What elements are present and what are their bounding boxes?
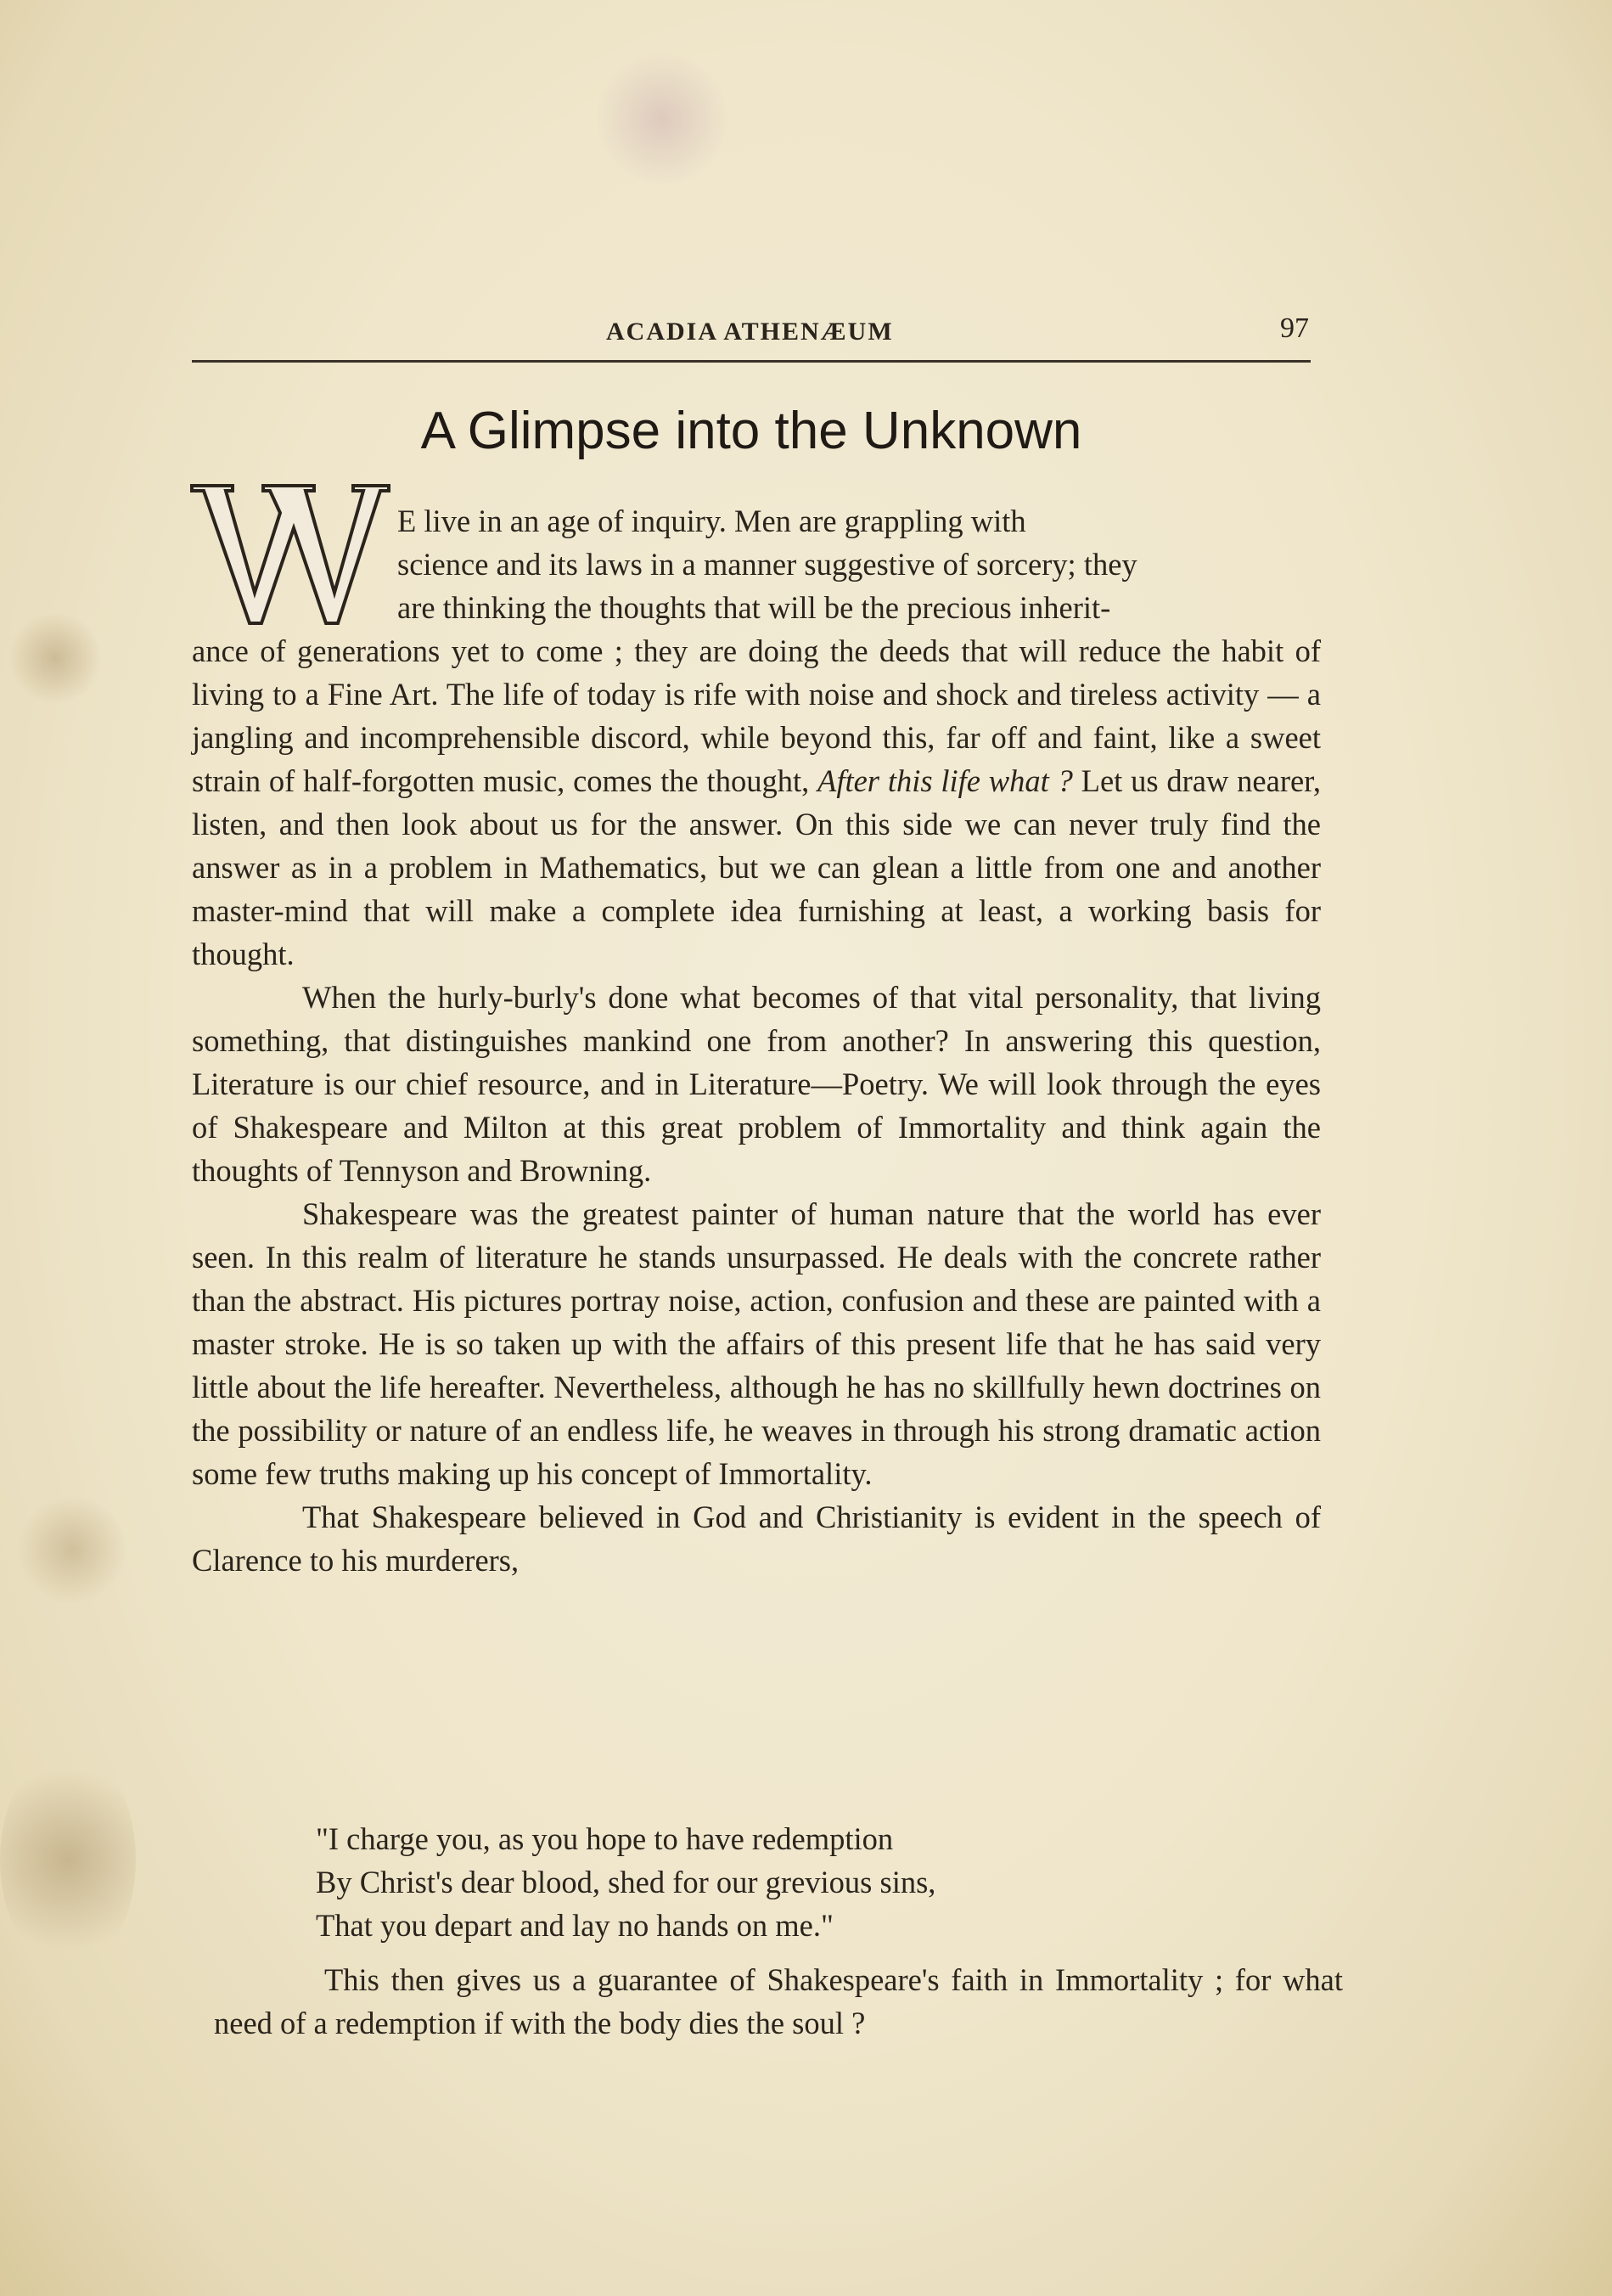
foxing-stain-left-3 (0, 1749, 136, 1970)
quote-line: That you depart and lay no hands on me." (316, 1908, 834, 1943)
text-line: science and its laws in a manner suggestive of sorcery; they (397, 547, 1137, 582)
article-title: A Glimpse into the Unknown (420, 402, 1082, 460)
quote-line: By Christ's dear blood, shed for our grevious sins, (316, 1865, 936, 1899)
foxing-stain-left-1 (8, 611, 102, 705)
paragraph-3: Shakespeare was the greatest painter of human nature that the world has ever seen. In this realm of literature he stands unsurpassed. He deals with the concrete rather than the abstract. His pictures portray noise, action, confusion and these are painted with a master stroke. He is so taken up with the affairs of this present life that he has said very little about the life hereafter. Nevertheless, although he has no skillfully hewn doctrines on the possibility or nature of an endless life, he weaves in through his strong dramatic action some few truths making up his concept of Immortality. (192, 1196, 1321, 1491)
paragraph-4: That Shakespeare believed in God and Christianity is evident in the speech of Clarence to his murderers, (192, 1500, 1321, 1578)
closing-paragraph-block (214, 1958, 1343, 2045)
running-header (192, 312, 1311, 363)
quote-line: "I charge you, as you hope to have redemption (316, 1821, 894, 1856)
verse-quotation (316, 1817, 935, 1947)
journal-title: ACADIA ATHENÆUM (606, 318, 894, 346)
italic-question: After this life what ? (817, 763, 1073, 798)
paragraph-2: When the hurly-burly's done what becomes of that vital personality, that living something, that distinguishes mankind one from another? In answering this question, Literature is our chief resource, and in Literature—Poetry. We will look through the eyes of Shakespeare and Milton at this great problem of Immortality and think again the thoughts of Tennyson and Browning. (192, 980, 1321, 1188)
page-number: 97 (1280, 312, 1309, 344)
ink-stain-top (594, 51, 730, 187)
foxing-stain-left-2 (17, 1494, 127, 1605)
text-line: E live in an age of inquiry. Men are grappling with (397, 504, 1026, 538)
article-body (192, 499, 1321, 1582)
paragraph-1-text: ance of generations yet to come ; they are doing the deeds that will reduce the habit of living to a Fine Art. The life of today is rife with noise and shock and tireless activity — a jangling and incomprehensible discord, while beyond this, far off and faint, like a sweet strain of half-forgotten music, comes the thought, (192, 633, 1321, 798)
paragraph-1-opening-lines (192, 499, 1321, 629)
paragraph-1-continuation (192, 629, 1321, 976)
text-line: are thinking the thoughts that will be the precious inherit- (397, 590, 1111, 625)
paragraph-5: This then gives us a guarantee of Shakespeare's faith in Immortality ; for what need of a redemption if with the body dies the soul ? (214, 1962, 1343, 2040)
paragraph-1-text-end: Let us draw nearer, listen, and then look about us for the answer. On this side we can never truly find the answer as in a problem in Mathematics, but we can glean a little from one and another master-mind that will make a complete idea furnishing at least, a working basis for thought. (192, 763, 1321, 971)
